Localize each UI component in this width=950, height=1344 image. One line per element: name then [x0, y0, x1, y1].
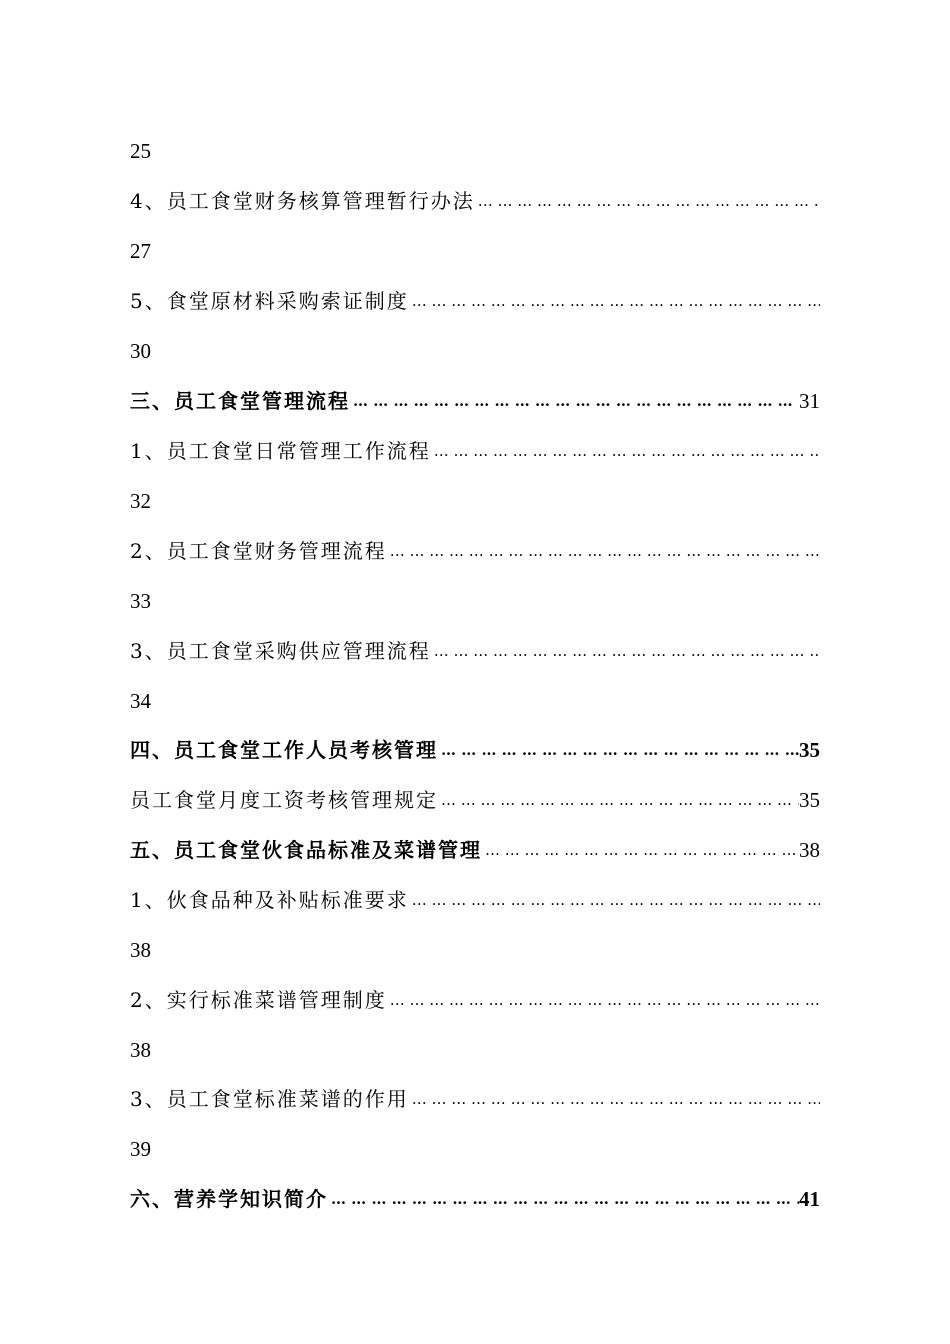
toc-entry-title: 1、员工食堂日常管理工作流程 [130, 439, 431, 463]
toc-dot-leader [350, 386, 799, 416]
toc-page-number: 33 [130, 589, 151, 613]
toc-entry-page: 35 [799, 738, 820, 762]
toc-entry[interactable] [130, 436, 820, 466]
toc-section-heading[interactable] [130, 835, 820, 865]
toc-entry[interactable] [130, 186, 820, 216]
toc-dot-leader [409, 885, 820, 915]
toc-page-number: 32 [130, 489, 151, 513]
toc-dot-leader [438, 735, 799, 765]
toc-page-number: 38 [130, 938, 151, 962]
toc-entry[interactable] [130, 1084, 820, 1114]
toc-dot-leader [328, 1184, 799, 1214]
toc-page-number-line [130, 486, 820, 516]
toc-page-number: 25 [130, 139, 151, 163]
toc-entry-page: 41 [799, 1187, 820, 1211]
toc-entry[interactable] [130, 636, 820, 666]
toc-entry-title: 3、员工食堂标准菜谱的作用 [130, 1087, 409, 1111]
toc-entry-page: 38 [799, 838, 820, 862]
toc-page-number: 30 [130, 339, 151, 363]
toc-entry-title: 2、实行标准菜谱管理制度 [130, 988, 387, 1012]
toc-dot-leader [431, 436, 820, 466]
toc-page-number: 27 [130, 239, 151, 263]
toc-entry-title: 3、员工食堂采购供应管理流程 [130, 639, 431, 663]
toc-entry[interactable] [130, 785, 820, 815]
toc-entry-title: 5、食堂原材料采购索证制度 [130, 289, 409, 313]
toc-entry-title: 1、伙食品种及补贴标准要求 [130, 888, 409, 912]
toc-entry-title: 六、营养学知识简介 [130, 1187, 328, 1211]
toc-entry[interactable] [130, 885, 820, 915]
toc-section-heading[interactable] [130, 1184, 820, 1214]
toc-entry[interactable] [130, 536, 820, 566]
toc-page-number-line [130, 586, 820, 616]
toc-page-number: 39 [130, 1137, 151, 1161]
toc-entry-page: 35 [799, 788, 820, 812]
toc-dot-leader [409, 1084, 820, 1114]
toc-page-number-line [130, 935, 820, 965]
toc-dot-leader [438, 785, 799, 815]
toc-page-number-line [130, 686, 820, 716]
toc-entry-title: 三、员工食堂管理流程 [130, 389, 350, 413]
toc-page-number-line [130, 1134, 820, 1164]
toc-entry-title: 2、员工食堂财务管理流程 [130, 539, 387, 563]
toc-page-number: 34 [130, 689, 151, 713]
toc-dot-leader [431, 636, 820, 666]
toc-dot-leader [387, 985, 820, 1015]
toc-entry-title: 员工食堂月度工资考核管理规定 [130, 788, 438, 812]
toc-page-number-line [130, 236, 820, 266]
toc-section-heading[interactable] [130, 386, 820, 416]
toc-dot-leader [475, 186, 820, 216]
toc-entry-title: 五、员工食堂伙食品标准及菜谱管理 [130, 838, 482, 862]
toc-entry[interactable] [130, 985, 820, 1015]
toc-dot-leader [482, 835, 799, 865]
toc-dot-leader [387, 536, 820, 566]
toc-page-number: 38 [130, 1038, 151, 1062]
toc-page-number-line [130, 136, 820, 166]
toc-page-number-line [130, 1035, 820, 1065]
toc-dot-leader [409, 286, 820, 316]
toc-section-heading[interactable] [130, 735, 820, 765]
toc-entry-title: 4、员工食堂财务核算管理暂行办法 [130, 189, 475, 213]
toc-page-number-line [130, 336, 820, 366]
toc-entry[interactable] [130, 286, 820, 316]
toc-entry-page: 31 [799, 389, 820, 413]
toc-entry-title: 四、员工食堂工作人员考核管理 [130, 738, 438, 762]
